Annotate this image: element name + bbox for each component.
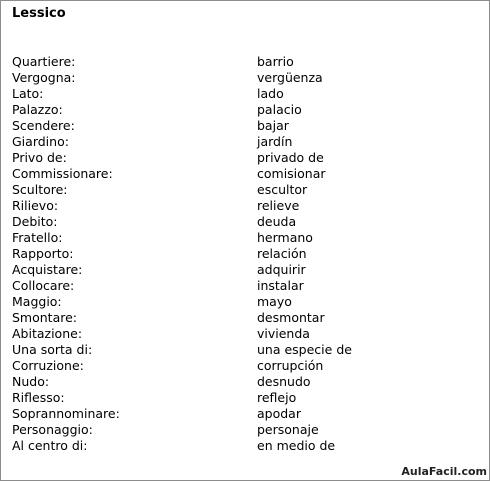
italian-term: Al centro di:: [12, 438, 88, 453]
spanish-translation: mayo: [257, 294, 292, 309]
spanish-translation: barrio: [257, 54, 294, 69]
spanish-translation: corrupción: [257, 358, 324, 373]
vocabulary-list: [12, 54, 482, 454]
vocabulary-row: [12, 438, 482, 454]
vocabulary-row: [12, 102, 482, 118]
italian-term: Corruzione:: [12, 358, 84, 373]
spanish-translation: privado de: [257, 150, 324, 165]
italian-term: Personaggio:: [12, 422, 93, 437]
vocabulary-row: [12, 118, 482, 134]
spanish-translation: jardín: [257, 134, 293, 149]
vocabulary-row: [12, 134, 482, 150]
italian-term: Maggio:: [12, 294, 62, 309]
spanish-translation: comisionar: [257, 166, 326, 181]
spanish-translation: escultor: [257, 182, 308, 197]
vocabulary-row: [12, 54, 482, 70]
italian-term: Vergogna:: [12, 70, 76, 85]
italian-term: Rapporto:: [12, 246, 74, 261]
spanish-translation: relación: [257, 246, 307, 261]
italian-term: Rilievo:: [12, 198, 59, 213]
italian-term: Abitazione:: [12, 326, 83, 341]
italian-term: Collocare:: [12, 278, 75, 293]
italian-term: Fratello:: [12, 230, 63, 245]
italian-term: Soprannominare:: [12, 406, 120, 421]
panel-title: Lessico: [12, 6, 66, 21]
vocabulary-row: [12, 150, 482, 166]
vocabulary-row: [12, 310, 482, 326]
spanish-translation: apodar: [257, 406, 301, 421]
vocabulary-row: [12, 214, 482, 230]
spanish-translation: desnudo: [257, 374, 311, 389]
vocabulary-row: [12, 390, 482, 406]
spanish-translation: desmontar: [257, 310, 325, 325]
italian-term: Acquistare:: [12, 262, 83, 277]
vocabulary-row: [12, 406, 482, 422]
italian-term: Commissionare:: [12, 166, 113, 181]
spanish-translation: palacio: [257, 102, 302, 117]
spanish-translation: personaje: [257, 422, 319, 437]
vocabulary-row: [12, 246, 482, 262]
spanish-translation: adquirir: [257, 262, 306, 277]
spanish-translation: relieve: [257, 198, 300, 213]
vocabulary-row: [12, 342, 482, 358]
vocabulary-row: [12, 230, 482, 246]
spanish-translation: una especie de: [257, 342, 352, 357]
italian-term: Privo de:: [12, 150, 67, 165]
vocabulary-row: [12, 358, 482, 374]
vocabulary-row: [12, 166, 482, 182]
spanish-translation: deuda: [257, 214, 297, 229]
italian-term: Una sorta di:: [12, 342, 93, 357]
spanish-translation: hermano: [257, 230, 313, 245]
spanish-translation: vergüenza: [257, 70, 323, 85]
spanish-translation: reflejo: [257, 390, 297, 405]
italian-term: Scultore:: [12, 182, 68, 197]
vocabulary-row: [12, 86, 482, 102]
italian-term: Quartiere:: [12, 54, 76, 69]
brand-watermark: AulaFacil.com: [401, 465, 487, 478]
vocabulary-row: [12, 294, 482, 310]
spanish-translation: bajar: [257, 118, 289, 133]
italian-term: Nudo:: [12, 374, 50, 389]
italian-term: Lato:: [12, 86, 44, 101]
vocabulary-row: [12, 422, 482, 438]
vocabulary-row: [12, 262, 482, 278]
spanish-translation: en medio de: [257, 438, 336, 453]
vocabulary-row: [12, 198, 482, 214]
vocabulary-row: [12, 326, 482, 342]
vocabulary-row: [12, 374, 482, 390]
italian-term: Riflesso:: [12, 390, 65, 405]
vocabulary-row: [12, 278, 482, 294]
italian-term: Palazzo:: [12, 102, 63, 117]
vocabulary-row: [12, 182, 482, 198]
spanish-translation: vivienda: [257, 326, 310, 341]
spanish-translation: instalar: [257, 278, 304, 293]
vocabulary-row: [12, 70, 482, 86]
italian-term: Giardino:: [12, 134, 69, 149]
italian-term: Scendere:: [12, 118, 75, 133]
italian-term: Smontare:: [12, 310, 78, 325]
italian-term: Debito:: [12, 214, 58, 229]
spanish-translation: lado: [257, 86, 284, 101]
